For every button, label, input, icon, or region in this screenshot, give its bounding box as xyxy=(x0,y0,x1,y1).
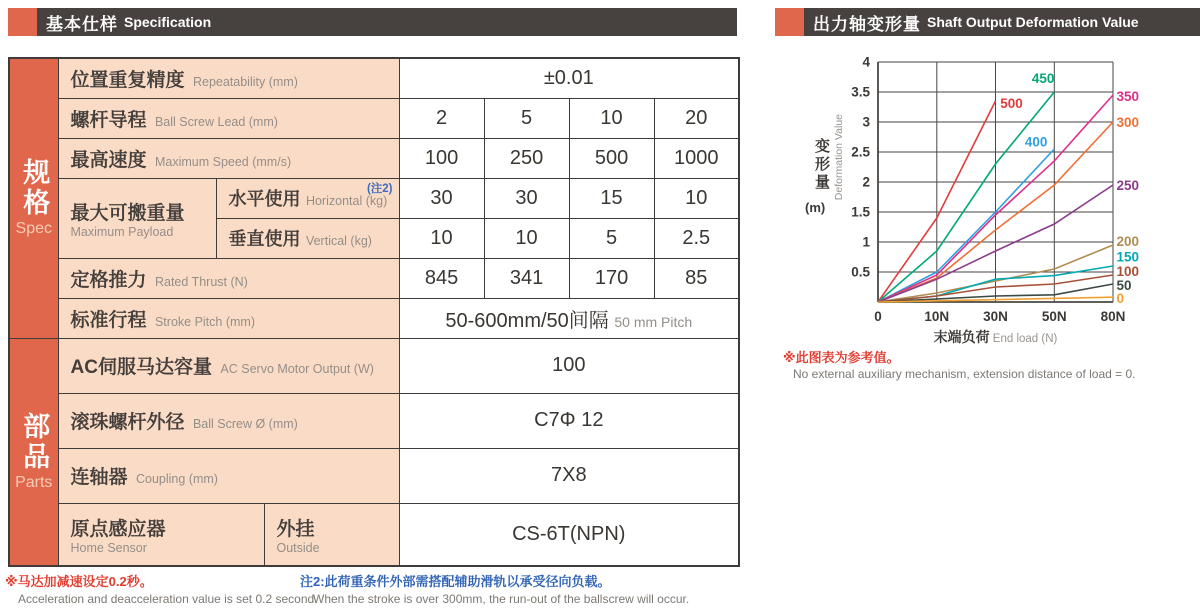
svg-text:200: 200 xyxy=(1116,234,1140,249)
table-row xyxy=(9,138,739,178)
label-zh: 连轴器 xyxy=(70,467,128,488)
svg-text:0: 0 xyxy=(874,309,882,324)
horizontal-value-1: 30 xyxy=(484,178,569,218)
vertical-value-1: 10 xyxy=(484,218,569,258)
label-en: Coupling (mm) xyxy=(135,472,218,486)
chart-ylabel-unit: (m) xyxy=(805,200,826,215)
orange-accent-square xyxy=(8,8,37,36)
home-sensor-value: CS-6T(NPN) xyxy=(399,503,739,566)
label-en: Home Sensor xyxy=(70,540,147,555)
svg-text:4: 4 xyxy=(862,54,870,70)
table-row xyxy=(9,393,739,448)
label-zh: 最高速度 xyxy=(70,149,147,171)
svg-text:350: 350 xyxy=(1116,88,1140,104)
horizontal-value-3: 10 xyxy=(654,178,739,218)
label-zh: 标准行程 xyxy=(70,309,147,331)
label-en: Vertical (kg) xyxy=(305,234,372,248)
label-en: AC Servo Motor Output (W) xyxy=(220,362,374,376)
orange-accent-square xyxy=(775,8,804,36)
label-zh: 定格推力 xyxy=(70,269,147,291)
label-zh: 最大可搬重量 xyxy=(70,202,185,224)
svg-text:400: 400 xyxy=(1024,134,1048,150)
stroke-value-en: 50 mm Pitch xyxy=(614,313,693,330)
svg-text:150: 150 xyxy=(1116,249,1140,265)
speed-value-0: 100 xyxy=(399,138,484,178)
table-row xyxy=(9,298,739,338)
label-zh: 垂直使用 xyxy=(228,229,301,249)
vertical-value-3: 2.5 xyxy=(654,218,739,258)
lead-value-2: 10 xyxy=(569,98,654,138)
label-en: Rated Thrust (N) xyxy=(154,274,248,289)
label-en: Ball Screw Lead (mm) xyxy=(154,114,278,129)
home-sensor-mount-label xyxy=(264,503,399,566)
label-en: Stroke Pitch (mm) xyxy=(154,314,255,329)
svg-text:2: 2 xyxy=(862,174,870,190)
deformation-chart xyxy=(800,52,1200,352)
svg-text:30N: 30N xyxy=(983,309,1008,324)
vertical-use-label xyxy=(216,218,399,258)
svg-text:3.5: 3.5 xyxy=(851,84,870,100)
table-row xyxy=(9,258,739,298)
deformation-header-bar xyxy=(804,8,1200,36)
lead-value-1: 5 xyxy=(484,98,569,138)
horizontal-value-0: 30 xyxy=(399,178,484,218)
coupling-value: 7X8 xyxy=(399,448,739,503)
footnote-zh: ※马达加减速设定0.2秒。 xyxy=(5,574,153,589)
speed-value-3: 1000 xyxy=(654,138,739,178)
ball-screw-od-label xyxy=(58,393,399,448)
section-label-en: Parts xyxy=(15,473,53,491)
chart-reference-note xyxy=(783,347,1136,381)
label-zh: 外挂 xyxy=(276,518,315,540)
stroke-value-zh: 50-600mm/50间隔 xyxy=(445,309,609,332)
svg-text:2.5: 2.5 xyxy=(851,144,870,160)
svg-text:1: 1 xyxy=(862,234,870,250)
chart-note-en: No external auxiliary mechanism, extension distance of load = 0. xyxy=(793,367,1136,381)
deformation-section-header xyxy=(775,8,1200,36)
footnote-en: Acceleration and deacceleration value is set 0.2 second. xyxy=(18,592,318,606)
section-cell-parts xyxy=(9,338,58,566)
svg-text:0.5: 0.5 xyxy=(851,264,870,280)
deformation-header-title-zh: 出力轴变形量 xyxy=(813,14,921,34)
spec-section-header xyxy=(8,8,737,36)
note2-superscript: (注2) xyxy=(366,182,393,195)
label-zh: 螺杆导程 xyxy=(70,109,147,131)
section-label-en: Spec xyxy=(15,220,52,238)
thrust-value-1: 341 xyxy=(484,258,569,298)
svg-text:500: 500 xyxy=(1000,96,1023,111)
speed-value-1: 250 xyxy=(484,138,569,178)
coupling-label xyxy=(58,448,399,503)
chart-ylabel-zh: 变形量 xyxy=(813,138,830,192)
section-label-zh: 规格 xyxy=(19,158,50,219)
label-zh: 水平使用 xyxy=(228,189,301,209)
thrust-value-2: 170 xyxy=(569,258,654,298)
section-cell-spec xyxy=(9,58,58,338)
thrust-value-0: 845 xyxy=(399,258,484,298)
svg-text:300: 300 xyxy=(1116,115,1140,131)
stroke-pitch-value xyxy=(399,298,739,338)
ball-screw-lead-label xyxy=(58,98,399,138)
spec-header-bar xyxy=(37,8,737,36)
lead-value-0: 2 xyxy=(399,98,484,138)
horizontal-use-label xyxy=(216,178,399,218)
label-zh: AC伺服马达容量 xyxy=(70,357,212,378)
table-row xyxy=(9,58,739,98)
max-payload-label xyxy=(58,178,216,258)
servo-output-value: 100 xyxy=(399,338,739,393)
table-row xyxy=(9,98,739,138)
horizontal-value-2: 15 xyxy=(569,178,654,218)
deformation-chart-svg xyxy=(800,52,1200,352)
label-zh: 原点感应器 xyxy=(70,518,166,540)
servo-output-label xyxy=(58,338,399,393)
svg-text:450: 450 xyxy=(1031,70,1055,86)
vertical-value-2: 5 xyxy=(569,218,654,258)
svg-text:1.5: 1.5 xyxy=(851,204,870,220)
svg-text:250: 250 xyxy=(1116,178,1140,194)
max-speed-label xyxy=(58,138,399,178)
svg-text:末端负荷 End load (N): 末端负荷 End load (N) xyxy=(933,329,1058,345)
specification-table xyxy=(8,57,740,567)
label-en: Maximum Speed (mm/s) xyxy=(154,154,292,169)
repeatability-label xyxy=(58,58,399,98)
table-row xyxy=(9,338,739,393)
label-en: Ball Screw Ø (mm) xyxy=(192,417,298,431)
label-zh: 位置重复精度 xyxy=(70,69,185,91)
section-label-zh: 部品 xyxy=(19,411,50,472)
spec-header-title-zh: 基本仕样 xyxy=(46,14,118,34)
thrust-value-3: 85 xyxy=(654,258,739,298)
svg-text:100: 100 xyxy=(1116,264,1140,279)
footnote-en: When the stroke is over 300mm, the run-out of the ballscrew will occur. xyxy=(313,592,690,606)
svg-text:80N: 80N xyxy=(1100,309,1126,324)
chart-ylabel-en: Deformation Value xyxy=(833,114,845,201)
footnote-zh: 注2:此荷重条件外部需搭配辅助滑轨以承受径向负载。 xyxy=(300,574,611,589)
deformation-header-title-en: Shaft Output Deformation Value xyxy=(927,14,1139,30)
footnote-acceleration xyxy=(5,571,318,606)
vertical-value-0: 10 xyxy=(399,218,484,258)
lead-value-3: 20 xyxy=(654,98,739,138)
spec-header-title-en: Specification xyxy=(124,14,212,30)
label-zh: 滚珠螺杆外径 xyxy=(70,412,185,433)
label-en: Repeatability (mm) xyxy=(192,74,298,89)
svg-text:50: 50 xyxy=(1116,277,1132,293)
stroke-pitch-label xyxy=(58,298,399,338)
repeatability-value: ±0.01 xyxy=(399,58,739,98)
svg-text:0: 0 xyxy=(1116,291,1125,306)
footnote-note2 xyxy=(300,571,689,606)
home-sensor-label xyxy=(58,503,264,566)
label-en: Outside xyxy=(276,540,320,555)
table-row xyxy=(9,448,739,503)
table-row xyxy=(9,503,739,566)
chart-note-zh: ※此图表为参考值。 xyxy=(783,350,900,365)
ball-screw-od-value: C7Φ 12 xyxy=(399,393,739,448)
svg-text:50N: 50N xyxy=(1041,309,1067,324)
svg-text:10N: 10N xyxy=(924,309,950,324)
speed-value-2: 500 xyxy=(569,138,654,178)
table-row xyxy=(9,178,739,218)
rated-thrust-label xyxy=(58,258,399,298)
label-en: Horizontal (kg) xyxy=(305,194,388,208)
label-en: Maximum Payload xyxy=(70,224,174,239)
svg-text:3: 3 xyxy=(862,114,870,130)
